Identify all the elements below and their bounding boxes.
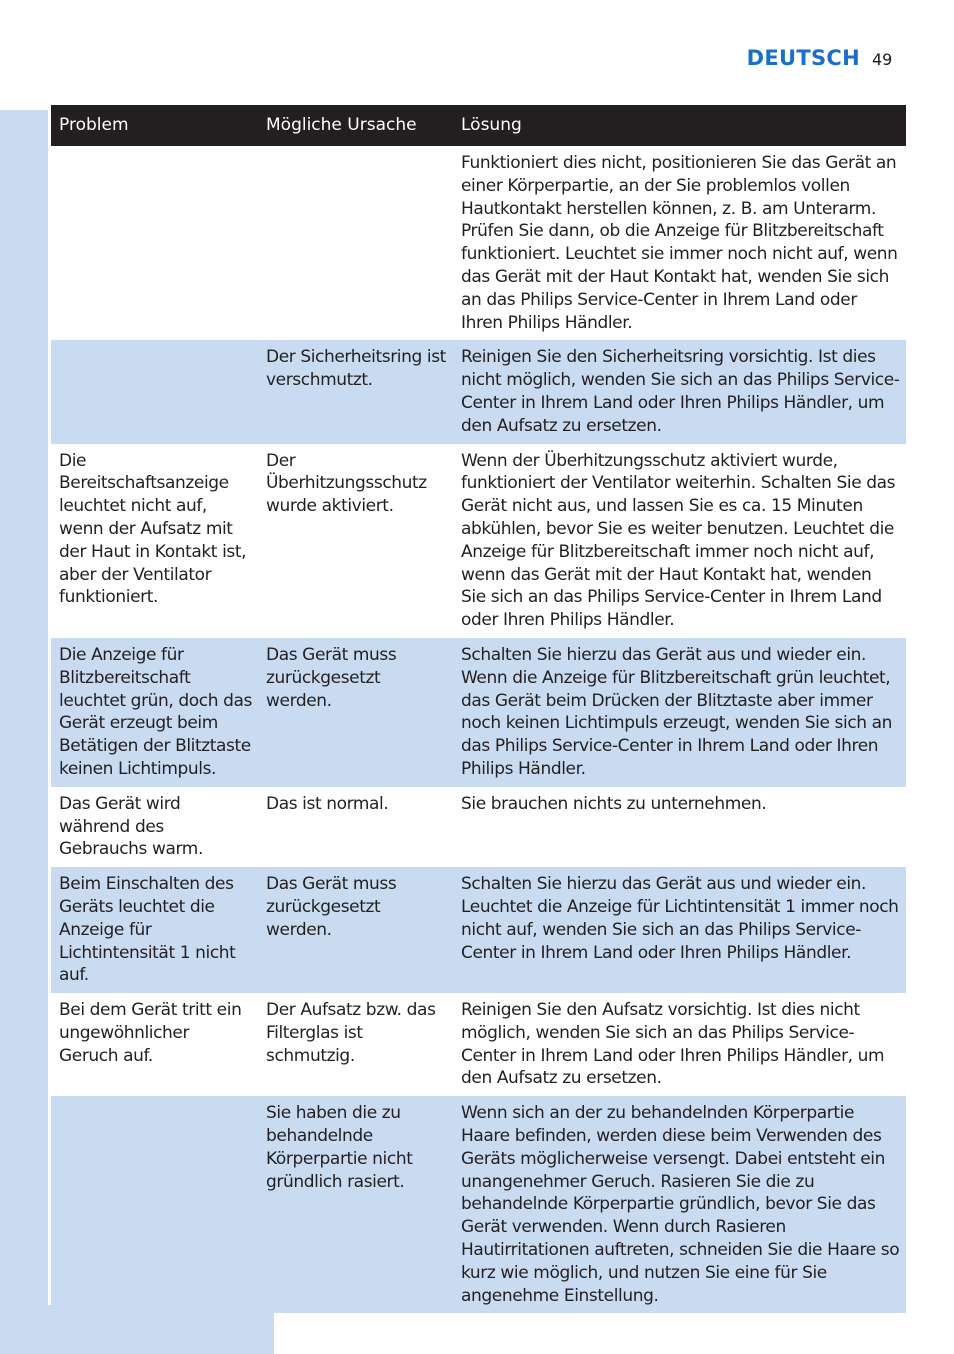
table-row bbox=[51, 340, 906, 443]
cause-cell: Das Gerät muss zurückgesetzt werden. bbox=[258, 867, 453, 993]
column-header-solution: Lösung bbox=[453, 105, 906, 146]
cause-cell: Der Aufsatz bzw. das Filterglas ist schmutzig. bbox=[258, 993, 453, 1096]
cause-cell: Der Sicherheitsring ist verschmutzt. bbox=[258, 340, 453, 443]
table-row bbox=[51, 1096, 906, 1313]
table-row bbox=[51, 444, 906, 638]
problem-cell: Beim Einschalten des Geräts leuchtet die Anzeige für Lichtintensität 1 nicht auf. bbox=[51, 867, 258, 993]
table-row bbox=[51, 146, 906, 340]
troubleshooting-table bbox=[51, 105, 906, 1313]
solution-cell: Reinigen Sie den Aufsatz vorsichtig. Ist dies nicht möglich, wenden Sie sich an das Philips Service-Center in Ihrem Land oder Ihren Philips Händler, um den Aufsatz zu ersetzen. bbox=[453, 993, 906, 1096]
cause-cell bbox=[258, 146, 453, 340]
table-row bbox=[51, 993, 906, 1096]
solution-cell: Schalten Sie hierzu das Gerät aus und wieder ein. Leuchtet die Anzeige für Lichtintensität 1 immer noch nicht auf, wenden Sie sich an das Philips Service-Center in Ihrem Land oder Ihren Philips Händler. bbox=[453, 867, 906, 993]
cause-cell: Sie haben die zu behandelnde Körperpartie nicht gründlich rasiert. bbox=[258, 1096, 453, 1313]
problem-cell bbox=[51, 146, 258, 340]
table-row bbox=[51, 638, 906, 787]
problem-cell: Das Gerät wird während des Gebrauchs warm. bbox=[51, 787, 258, 867]
table-header-row bbox=[51, 105, 906, 146]
problem-cell: Die Bereitschaftsanzeige leuchtet nicht auf, wenn der Aufsatz mit der Haut in Kontakt ist, aber der Ventilator funktioniert. bbox=[51, 444, 258, 638]
language-heading: DEUTSCH bbox=[746, 46, 860, 70]
problem-cell bbox=[51, 1096, 258, 1313]
column-header-problem: Problem bbox=[51, 105, 258, 146]
problem-cell bbox=[51, 340, 258, 443]
solution-cell: Sie brauchen nichts zu unternehmen. bbox=[453, 787, 906, 867]
cause-cell: Das Gerät muss zurückgesetzt werden. bbox=[258, 638, 453, 787]
problem-cell: Die Anzeige für Blitzbereitschaft leuchtet grün, doch das Gerät erzeugt beim Betätigen der Blitztaste keinen Lichtimpuls. bbox=[51, 638, 258, 787]
cause-cell: Das ist normal. bbox=[258, 787, 453, 867]
solution-cell: Funktioniert dies nicht, positionieren Sie das Gerät an einer Körperpartie, an der Sie problemlos vollen Hautkontakt herstellen können, z. B. am Unterarm. Prüfen Sie dann, ob die Anzeige für Blitzbereitschaft funktioniert. Leuchtet sie immer noch nicht auf, wenn das Gerät mit der Haut Kontakt hat, wenden Sie sich an das Philips Service-Center in Ihrem Land oder Ihren Philips Händler. bbox=[453, 146, 906, 340]
column-header-cause: Mögliche Ursache bbox=[258, 105, 453, 146]
solution-cell: Wenn sich an der zu behandelnden Körperpartie Haare befinden, werden diese beim Verwenden des Geräts möglicherweise versengt. Dabei entsteht ein unangenehmer Geruch. Rasieren Sie die zu behandelnde Körperpartie gründlich, bevor Sie das Gerät verwenden. Wenn durch Rasieren Hautirritationen auftreten, schneiden Sie die Haare so kurz wie möglich, und nutzen Sie eine für Sie angenehme Einstellung. bbox=[453, 1096, 906, 1313]
cause-cell: Der Überhitzungsschutz wurde aktiviert. bbox=[258, 444, 453, 638]
page-number: 49 bbox=[872, 50, 893, 69]
problem-cell: Bei dem Gerät tritt ein ungewöhnlicher Geruch auf. bbox=[51, 993, 258, 1096]
solution-cell: Wenn der Überhitzungsschutz aktiviert wurde, funktioniert der Ventilator weiterhin. Schalten Sie das Gerät nicht aus, und lassen Sie es ca. 15 Minuten abkühlen, bevor Sie es weiter benutzen. Leuchtet die Anzeige für Blitzbereitschaft immer noch nicht auf, wenn das Gerät mit der Haut Kontakt hat, wenden Sie sich an das Philips Service-Center in Ihrem Land oder Ihren Philips Händler. bbox=[453, 444, 906, 638]
table-row bbox=[51, 867, 906, 993]
table-row bbox=[51, 787, 906, 867]
solution-cell: Schalten Sie hierzu das Gerät aus und wieder ein. Wenn die Anzeige für Blitzbereitschaft grün leuchtet, das Gerät beim Drücken der Blitztaste aber immer noch keinen Lichtimpuls erzeugt, wenden Sie sich an das Philips Service-Center in Ihrem Land oder Ihren Philips Händler. bbox=[453, 638, 906, 787]
solution-cell: Reinigen Sie den Sicherheitsring vorsichtig. Ist dies nicht möglich, wenden Sie sich an das Philips Service-Center in Ihrem Land oder Ihren Philips Händler, um den Aufsatz zu ersetzen. bbox=[453, 340, 906, 443]
